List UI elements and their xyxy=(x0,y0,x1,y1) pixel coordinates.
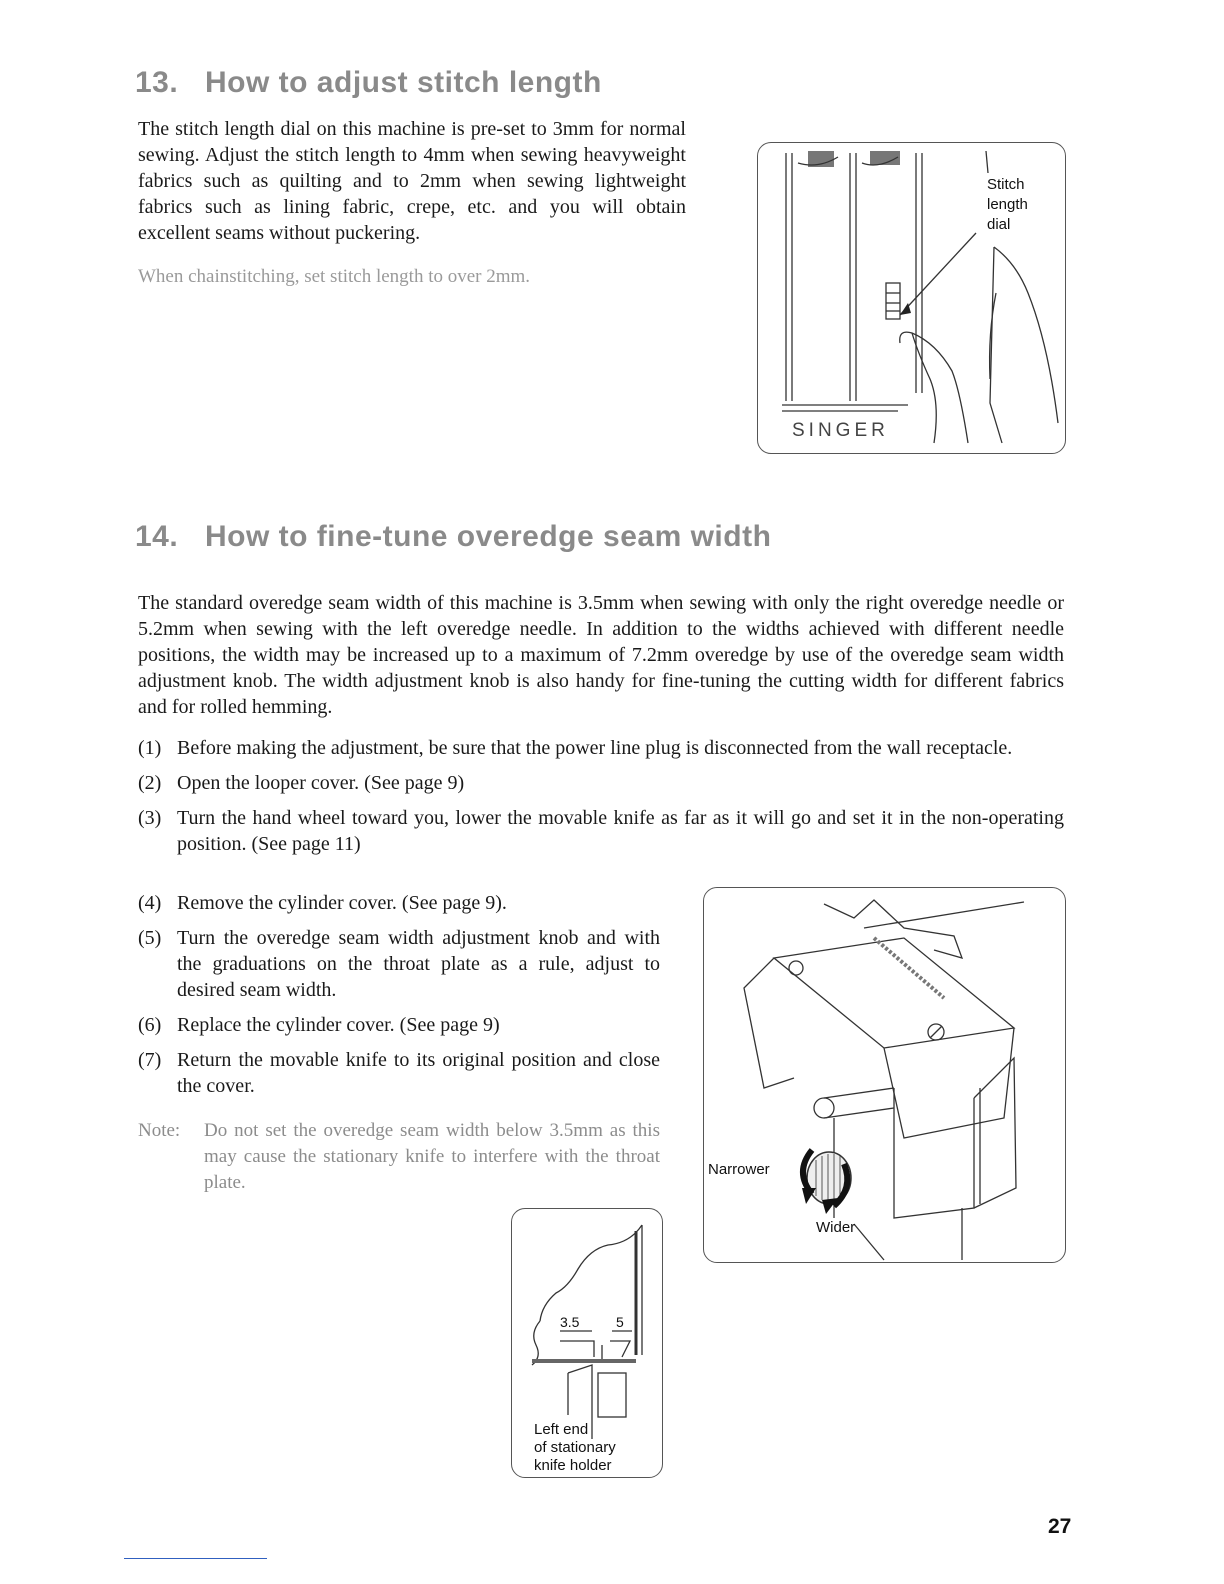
stitch-length-dial-figure xyxy=(757,142,1066,454)
steps-list-wide xyxy=(138,735,1064,866)
scale-tick-5: 5 xyxy=(616,1314,624,1330)
page-number: 27 xyxy=(1048,1515,1072,1538)
step-marker: (3) xyxy=(138,807,162,829)
step-marker: (5) xyxy=(138,927,162,949)
width-adjustment-knob-illustration xyxy=(704,888,1065,1262)
step-marker: (4) xyxy=(138,892,162,914)
step-text: Turn the hand wheel toward you, lower the movable knife as far as it will go and set it in the non-operating position. (See page 11) xyxy=(177,807,1064,855)
step-text: Turn the overedge seam width adjustment knob and with the graduations on the throat plate as a rule, adjust to desired seam width. xyxy=(177,927,660,1001)
list-item xyxy=(138,805,1064,857)
stitch-length-dial-label xyxy=(987,175,1028,235)
step-text: Replace the cylinder cover. (See page 9) xyxy=(177,1014,500,1036)
step-text: Before making the adjustment, be sure that the power line plug is disconnected from the wall receptacle. xyxy=(177,737,1013,759)
brand-logo: SINGER xyxy=(792,420,889,441)
section-13-heading xyxy=(135,66,602,100)
width-adjustment-knob-figure xyxy=(703,887,1066,1263)
scale-tick-3-5: 3.5 xyxy=(560,1314,580,1330)
section-14-body: The standard overedge seam width of this machine is 3.5mm when sewing with only the right overedge needle or 5.2mm when sewing with the left overedge needle. In addition to the widths achieved with different needle positions, the width may be increased up to a maximum of 7.2mm overedge by use of the overedge seam width adjustment knob. The width adjustment knob is also handy for fine-tuning the cutting width for different fabrics and for rolled hemming. xyxy=(138,592,1064,718)
stitch-label-line-2: length xyxy=(987,196,1028,213)
list-item xyxy=(138,735,1064,761)
list-item xyxy=(138,770,1064,796)
step-marker: (1) xyxy=(138,737,162,759)
step-marker: (7) xyxy=(138,1049,162,1071)
section-13-number: 13. xyxy=(135,66,179,99)
stitch-label-line-3: dial xyxy=(987,216,1011,233)
step-text: Return the movable knife to its original position and close the cover. xyxy=(177,1049,660,1097)
list-item xyxy=(138,890,660,916)
step-text: Remove the cylinder cover. (See page 9). xyxy=(177,892,507,914)
step-text: Open the looper cover. (See page 9) xyxy=(177,772,465,794)
knife-label-line-1: Left end xyxy=(534,1421,589,1438)
note xyxy=(138,1118,660,1196)
knife-holder-label xyxy=(534,1421,616,1475)
note-text: Do not set the overedge seam width below 3.5mm as this may cause the stationary knife to interfere with the throat plate. xyxy=(204,1120,660,1193)
note-label: Note: xyxy=(138,1120,181,1141)
knife-label-line-3: knife holder xyxy=(534,1457,612,1474)
section-13-body: The stitch length dial on this machine is pre-set to 3mm for normal sewing. Adjust the stitch length to 4mm when sewing heavyweight fabrics such as quilting and to 2mm when sewing lightweight fabrics such as lining fabric, crepe, etc. and you will obtain excellent seams without puckering. xyxy=(138,118,686,244)
step-marker: (6) xyxy=(138,1014,162,1036)
wider-label: Wider xyxy=(816,1219,856,1236)
footer-rule xyxy=(124,1558,267,1559)
step-marker: (2) xyxy=(138,772,162,794)
steps-list-narrow xyxy=(138,890,660,1108)
knife-label-line-2: of stationary xyxy=(534,1439,616,1456)
section-14-title: How to fine-tune overedge seam width xyxy=(205,520,772,553)
section-14-heading xyxy=(135,520,771,554)
list-item xyxy=(138,925,660,1003)
stationary-knife-scale-figure xyxy=(511,1208,663,1478)
list-item xyxy=(138,1012,660,1038)
section-14-number: 14. xyxy=(135,520,179,553)
narrower-label: Narrower xyxy=(708,1161,770,1178)
section-13-title: How to adjust stitch length xyxy=(205,66,602,99)
section-13-tip: When chainstitching, set stitch length to over 2mm. xyxy=(138,266,531,287)
stitch-label-line-1: Stitch xyxy=(987,176,1025,193)
list-item xyxy=(138,1047,660,1099)
